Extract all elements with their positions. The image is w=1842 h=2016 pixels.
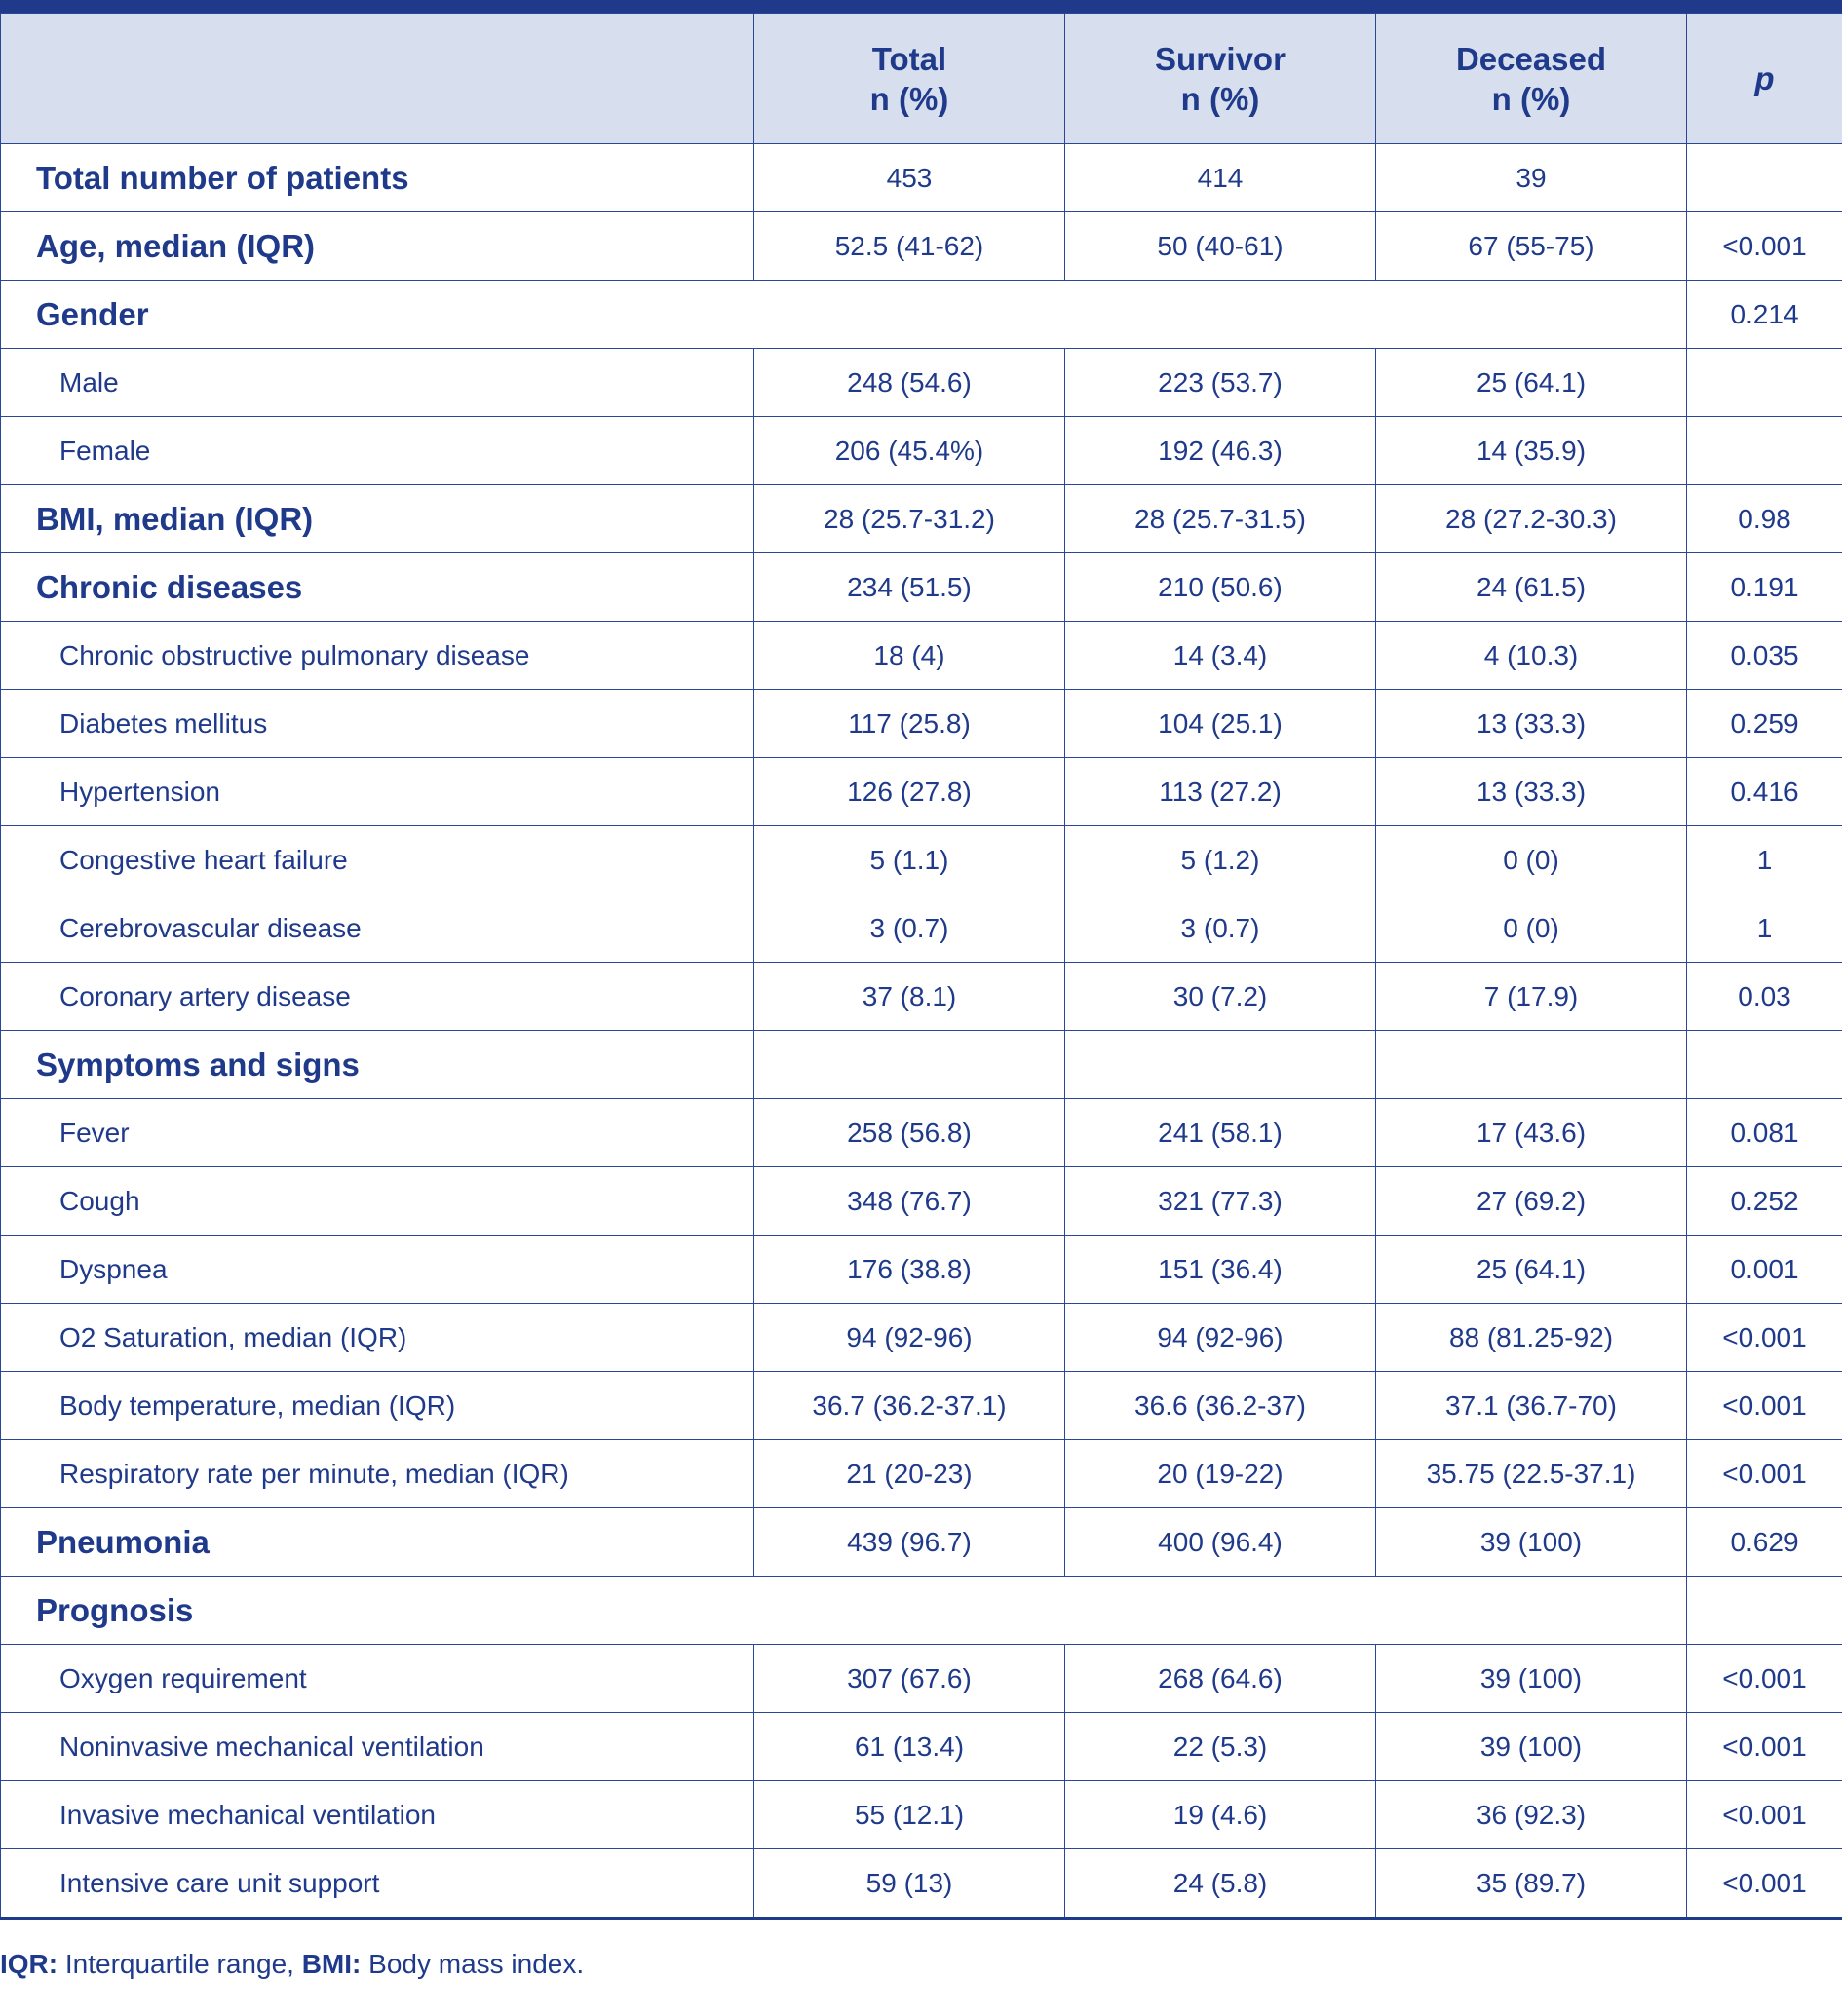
cell-total: 206 (45.4%) — [754, 417, 1065, 485]
table-row — [1, 485, 1842, 553]
cell-survivor: 192 (46.3) — [1065, 417, 1376, 485]
cell-total: 55 (12.1) — [754, 1781, 1065, 1849]
row-label: Female — [1, 417, 754, 485]
cell-p-value: 0.259 — [1687, 690, 1842, 758]
cell-deceased: 7 (17.9) — [1376, 963, 1687, 1031]
table-row — [1, 1304, 1842, 1372]
row-label: Noninvasive mechanical ventilation — [1, 1713, 754, 1781]
row-label: BMI, median (IQR) — [1, 485, 754, 553]
cell-deceased: 27 (69.2) — [1376, 1167, 1687, 1236]
row-label: Male — [1, 349, 754, 417]
row-label: Pneumonia — [1, 1508, 754, 1577]
table-row — [1, 1849, 1842, 1919]
cell-deceased: 88 (81.25-92) — [1376, 1304, 1687, 1372]
table-row — [1, 1031, 1842, 1099]
cell-deceased: 13 (33.3) — [1376, 758, 1687, 826]
cell-total: 117 (25.8) — [754, 690, 1065, 758]
row-label: Symptoms and signs — [1, 1031, 754, 1099]
cell-p-value: 0.03 — [1687, 963, 1842, 1031]
cell-total: 176 (38.8) — [754, 1236, 1065, 1304]
row-label: Intensive care unit support — [1, 1849, 754, 1919]
cell-total: 94 (92-96) — [754, 1304, 1065, 1372]
row-label: Respiratory rate per minute, median (IQR) — [1, 1440, 754, 1508]
table-header-row — [1, 14, 1842, 144]
footnote — [0, 1949, 584, 1980]
cell-p-value: 1 — [1687, 894, 1842, 963]
cell-deceased: 25 (64.1) — [1376, 349, 1687, 417]
table-row — [1, 826, 1842, 894]
cell-survivor: 321 (77.3) — [1065, 1167, 1376, 1236]
row-label: Cough — [1, 1167, 754, 1236]
cell-p-value — [1687, 1577, 1842, 1645]
cell-total: 248 (54.6) — [754, 349, 1065, 417]
table-row — [1, 349, 1842, 417]
table-row — [1, 144, 1842, 212]
cell-p-value: <0.001 — [1687, 1645, 1842, 1713]
cell-p-value: <0.001 — [1687, 1304, 1842, 1372]
cell-survivor: 104 (25.1) — [1065, 690, 1376, 758]
cell-deceased: 39 (100) — [1376, 1645, 1687, 1713]
cell-deceased — [1376, 1031, 1687, 1099]
table-row — [1, 1167, 1842, 1236]
table-row — [1, 1713, 1842, 1781]
cell-survivor: 14 (3.4) — [1065, 622, 1376, 690]
footnote-abbr-bmi: BMI: — [301, 1949, 362, 1979]
table-row — [1, 1440, 1842, 1508]
cell-total: 258 (56.8) — [754, 1099, 1065, 1167]
cell-total: 59 (13) — [754, 1849, 1065, 1919]
row-label: Oxygen requirement — [1, 1645, 754, 1713]
cell-survivor: 24 (5.8) — [1065, 1849, 1376, 1919]
cell-p-value: <0.001 — [1687, 1781, 1842, 1849]
cell-p-value: 0.98 — [1687, 485, 1842, 553]
row-label: Diabetes mellitus — [1, 690, 754, 758]
cell-deceased: 39 (100) — [1376, 1508, 1687, 1577]
cell-total: 307 (67.6) — [754, 1645, 1065, 1713]
cell-survivor: 400 (96.4) — [1065, 1508, 1376, 1577]
row-label: Age, median (IQR) — [1, 212, 754, 281]
cell-total: 234 (51.5) — [754, 553, 1065, 622]
cell-deceased: 17 (43.6) — [1376, 1099, 1687, 1167]
cell-total: 5 (1.1) — [754, 826, 1065, 894]
cell-deceased: 14 (35.9) — [1376, 417, 1687, 485]
row-label: O2 Saturation, median (IQR) — [1, 1304, 754, 1372]
table-body — [1, 144, 1842, 1919]
cell-survivor: 94 (92-96) — [1065, 1304, 1376, 1372]
cell-total: 61 (13.4) — [754, 1713, 1065, 1781]
cell-total — [754, 1031, 1065, 1099]
row-label: Congestive heart failure — [1, 826, 754, 894]
cell-p-value: 0.214 — [1687, 281, 1842, 349]
cell-deceased: 0 (0) — [1376, 826, 1687, 894]
table-row — [1, 1781, 1842, 1849]
table-row — [1, 1508, 1842, 1577]
cell-total: 126 (27.8) — [754, 758, 1065, 826]
row-label: Body temperature, median (IQR) — [1, 1372, 754, 1440]
cell-p-value: 0.416 — [1687, 758, 1842, 826]
cell-total: 28 (25.7-31.2) — [754, 485, 1065, 553]
cell-survivor — [1065, 1031, 1376, 1099]
cell-survivor: 113 (27.2) — [1065, 758, 1376, 826]
footnote-abbr-iqr: IQR: — [0, 1949, 58, 1979]
row-label: Prognosis — [1, 1577, 1687, 1645]
cell-total: 18 (4) — [754, 622, 1065, 690]
table-row — [1, 622, 1842, 690]
cell-survivor: 5 (1.2) — [1065, 826, 1376, 894]
cell-p-value: <0.001 — [1687, 1372, 1842, 1440]
cell-survivor: 268 (64.6) — [1065, 1645, 1376, 1713]
cell-deceased: 39 — [1376, 144, 1687, 212]
cell-p-value: <0.001 — [1687, 212, 1842, 281]
cell-survivor: 241 (58.1) — [1065, 1099, 1376, 1167]
cell-p-value — [1687, 144, 1842, 212]
cell-p-value: 0.252 — [1687, 1167, 1842, 1236]
cell-deceased: 25 (64.1) — [1376, 1236, 1687, 1304]
table-row — [1, 1372, 1842, 1440]
table-row — [1, 894, 1842, 963]
table-row — [1, 1099, 1842, 1167]
cell-p-value — [1687, 349, 1842, 417]
cell-p-value: 0.001 — [1687, 1236, 1842, 1304]
cell-p-value: 0.081 — [1687, 1099, 1842, 1167]
top-border-bar — [0, 0, 1842, 13]
cell-p-value: 0.191 — [1687, 553, 1842, 622]
cell-survivor: 22 (5.3) — [1065, 1713, 1376, 1781]
cell-deceased: 67 (55-75) — [1376, 212, 1687, 281]
cell-p-value: <0.001 — [1687, 1440, 1842, 1508]
cell-survivor: 50 (40-61) — [1065, 212, 1376, 281]
cell-survivor: 28 (25.7-31.5) — [1065, 485, 1376, 553]
cell-p-value: <0.001 — [1687, 1713, 1842, 1781]
cell-deceased: 13 (33.3) — [1376, 690, 1687, 758]
cell-deceased: 24 (61.5) — [1376, 553, 1687, 622]
cell-p-value: 0.035 — [1687, 622, 1842, 690]
row-label: Coronary artery disease — [1, 963, 754, 1031]
table-row — [1, 1577, 1842, 1645]
cell-deceased: 28 (27.2-30.3) — [1376, 485, 1687, 553]
cell-survivor: 20 (19-22) — [1065, 1440, 1376, 1508]
table-row — [1, 1645, 1842, 1713]
cell-deceased: 36 (92.3) — [1376, 1781, 1687, 1849]
cell-survivor: 151 (36.4) — [1065, 1236, 1376, 1304]
cell-survivor: 30 (7.2) — [1065, 963, 1376, 1031]
cell-total: 453 — [754, 144, 1065, 212]
row-label: Invasive mechanical ventilation — [1, 1781, 754, 1849]
cell-total: 348 (76.7) — [754, 1167, 1065, 1236]
table-row — [1, 553, 1842, 622]
row-label: Chronic obstructive pulmonary disease — [1, 622, 754, 690]
header-survivor: Survivor n (%) — [1065, 14, 1376, 144]
table-row — [1, 758, 1842, 826]
row-label: Cerebrovascular disease — [1, 894, 754, 963]
table-row — [1, 417, 1842, 485]
row-label: Dyspnea — [1, 1236, 754, 1304]
row-label: Chronic diseases — [1, 553, 754, 622]
row-label: Total number of patients — [1, 144, 754, 212]
cell-p-value: 0.629 — [1687, 1508, 1842, 1577]
cell-deceased: 0 (0) — [1376, 894, 1687, 963]
cell-p-value: <0.001 — [1687, 1849, 1842, 1919]
cell-deceased: 35.75 (22.5-37.1) — [1376, 1440, 1687, 1508]
cell-deceased: 35 (89.7) — [1376, 1849, 1687, 1919]
cell-p-value — [1687, 1031, 1842, 1099]
patient-characteristics-table — [0, 13, 1842, 1920]
cell-deceased: 4 (10.3) — [1376, 622, 1687, 690]
cell-survivor: 3 (0.7) — [1065, 894, 1376, 963]
table-row — [1, 212, 1842, 281]
cell-deceased: 37.1 (36.7-70) — [1376, 1372, 1687, 1440]
cell-total: 52.5 (41-62) — [754, 212, 1065, 281]
header-total: Total n (%) — [754, 14, 1065, 144]
cell-deceased: 39 (100) — [1376, 1713, 1687, 1781]
header-p-value: p — [1687, 14, 1842, 144]
header-blank — [1, 14, 754, 144]
cell-survivor: 414 — [1065, 144, 1376, 212]
cell-p-value — [1687, 417, 1842, 485]
cell-p-value: 1 — [1687, 826, 1842, 894]
footnote-def-bmi: Body mass index. — [361, 1949, 585, 1979]
cell-total: 21 (20-23) — [754, 1440, 1065, 1508]
row-label: Hypertension — [1, 758, 754, 826]
table-row — [1, 1236, 1842, 1304]
cell-total: 36.7 (36.2-37.1) — [754, 1372, 1065, 1440]
row-label: Fever — [1, 1099, 754, 1167]
cell-total: 37 (8.1) — [754, 963, 1065, 1031]
cell-survivor: 223 (53.7) — [1065, 349, 1376, 417]
cell-survivor: 210 (50.6) — [1065, 553, 1376, 622]
table-row — [1, 281, 1842, 349]
cell-total: 3 (0.7) — [754, 894, 1065, 963]
table-row — [1, 690, 1842, 758]
table-row — [1, 963, 1842, 1031]
footnote-def-iqr: Interquartile range, — [58, 1949, 302, 1979]
cell-survivor: 36.6 (36.2-37) — [1065, 1372, 1376, 1440]
cell-total: 439 (96.7) — [754, 1508, 1065, 1577]
cell-survivor: 19 (4.6) — [1065, 1781, 1376, 1849]
header-deceased: Deceased n (%) — [1376, 14, 1687, 144]
row-label: Gender — [1, 281, 1687, 349]
